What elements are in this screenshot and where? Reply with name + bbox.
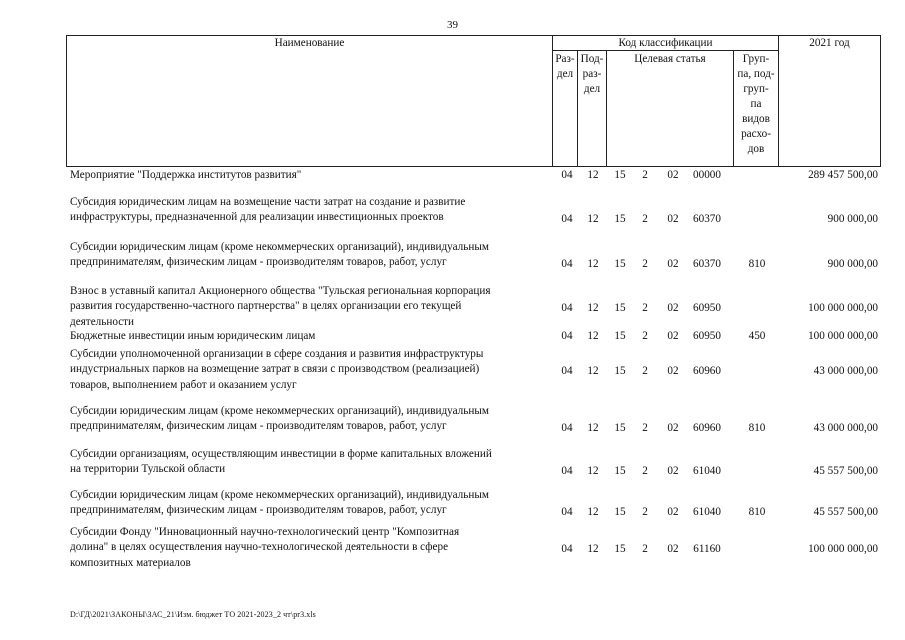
row-code-pr: 12 [587, 169, 599, 181]
row-code-pr: 12 [587, 302, 599, 315]
row-name-line: долина" в целях осуществления научно-технологической деятельности в сфере [70, 541, 449, 554]
header-podrazdel-line: раз- [582, 68, 602, 80]
row-name-line: деятельности [70, 315, 135, 328]
row-name [70, 329, 552, 344]
row-code-c4: 60960 [693, 422, 721, 435]
footer-file-path: D:\ГД\2021\ЗАКОНЫ\ЗАС_21\Изм. бюджет ТО 2021-2023_2 чт\pr3.xls [70, 610, 316, 619]
row-name-line: предпринимателям, физическим лицам - производителям товаров, работ, услуг [70, 420, 447, 433]
header-gruppa-line: груп- [743, 83, 769, 95]
row-name [70, 284, 552, 330]
row-name-line: товаров, выполнением работ и оказанием услуг [70, 378, 297, 391]
row-name [70, 404, 552, 435]
row-code-pr: 12 [587, 422, 599, 435]
row-code-c3: 02 [667, 330, 679, 342]
row-name-line: Субсидии Фонду "Инновационный научно-технологический центр "Композитная [70, 526, 460, 538]
row-code-rz: 04 [561, 543, 573, 556]
row-code-c3: 02 [667, 465, 679, 478]
row-code-pr: 12 [587, 506, 599, 519]
row-code-c3: 02 [667, 365, 679, 378]
row-name-line: Субсидии организациям, осуществляющим инвестиции в форме капитальных вложений [70, 448, 492, 460]
row-amount: 100 000 000,00 [808, 543, 878, 556]
row-amount: 900 000,00 [827, 258, 878, 271]
row-amount: 900 000,00 [827, 213, 878, 226]
row-code-c3: 02 [667, 169, 679, 181]
row-code-vr: 450 [748, 330, 766, 342]
header-gruppa-line: дов [747, 143, 765, 155]
row-name-line: инфраструктуры, предназначенной для реализации инвестиционных проектов [70, 211, 444, 224]
row-code-rz: 04 [561, 169, 573, 181]
row-code-c3: 02 [667, 258, 679, 271]
row-code-c3: 02 [667, 302, 679, 315]
row-code-c4: 60960 [693, 365, 721, 378]
row-code-vr: 810 [748, 506, 766, 519]
row-name-line: композитных материалов [70, 556, 191, 569]
header-gruppa-line: расхо- [741, 128, 771, 140]
row-name [70, 488, 552, 519]
row-name [70, 347, 552, 393]
row-amount: 45 557 500,00 [813, 506, 878, 519]
row-code-c1: 15 [614, 258, 626, 271]
row-amount: 45 557 500,00 [813, 465, 878, 478]
row-amount: 100 000 000,00 [808, 302, 878, 315]
row-code-c1: 15 [614, 302, 626, 315]
header-gruppa-line: видов [742, 113, 770, 125]
header-celevaya: Целевая статья [634, 53, 706, 65]
row-amount: 43 000 000,00 [813, 365, 878, 378]
row-code-c3: 02 [667, 213, 679, 226]
row-code-c4: 60950 [693, 330, 721, 342]
row-code-c4: 60370 [693, 213, 721, 226]
row-code-c2: 2 [642, 258, 648, 271]
row-code-pr: 12 [587, 365, 599, 378]
row-code-c1: 15 [614, 465, 626, 478]
row-code-pr: 12 [587, 213, 599, 226]
row-name-line: Мероприятие "Поддержка институтов развития" [70, 169, 302, 181]
row-code-c2: 2 [642, 169, 648, 181]
row-code-pr: 12 [587, 543, 599, 556]
row-code-c3: 02 [667, 543, 679, 556]
row-code-vr: 810 [748, 422, 766, 435]
row-code-rz: 04 [561, 302, 573, 315]
row-code-c3: 02 [667, 422, 679, 435]
row-name-line: индустриальных парков на возмещение затрат в связи с производством (реализацией) [70, 363, 480, 376]
row-code-c3: 02 [667, 506, 679, 519]
row-code-c2: 2 [642, 465, 648, 478]
row-name-line: Субсидии уполномоченной организации в сфере создания и развития инфраструктуры [70, 348, 484, 360]
row-code-c2: 2 [642, 302, 648, 315]
row-code-c1: 15 [614, 169, 626, 181]
row-name-line: на территории Тульской области [70, 463, 226, 476]
row-name-line: развития государственно-частного партнерства" в целях организации его текущей [70, 300, 462, 313]
row-code-c1: 15 [614, 422, 626, 435]
row-code-c1: 15 [614, 506, 626, 519]
header-gruppa-line: па, под- [737, 68, 775, 80]
row-name-line: Субсидии юридическим лицам (кроме некоммерческих организаций), индивидуальным [70, 405, 489, 417]
row-code-rz: 04 [561, 330, 573, 342]
row-code-c4: 60950 [693, 302, 721, 315]
row-code-c2: 2 [642, 543, 648, 556]
row-code-pr: 12 [587, 258, 599, 271]
header-code-group: Код классификации [618, 37, 713, 49]
header-razdel [553, 52, 577, 82]
row-amount: 43 000 000,00 [813, 422, 878, 435]
row-name-line: Субсидии юридическим лицам (кроме некоммерческих организаций), индивидуальным [70, 241, 489, 253]
row-code-c4: 60370 [693, 258, 721, 271]
row-code-rz: 04 [561, 213, 573, 226]
header-razdel-line: дел [556, 68, 574, 80]
header-razdel-line: Раз- [555, 53, 575, 65]
header-gruppa-line: Груп- [742, 53, 770, 65]
row-name [70, 168, 552, 183]
row-code-c1: 15 [614, 543, 626, 556]
row-code-c4: 61040 [693, 465, 721, 478]
page-number: 39 [447, 19, 458, 31]
row-code-pr: 12 [587, 330, 599, 342]
row-name [70, 240, 552, 271]
row-code-c2: 2 [642, 330, 648, 342]
header-gruppa [734, 52, 778, 157]
row-code-c4: 00000 [693, 169, 721, 181]
header-gruppa-line: па [750, 98, 762, 110]
row-code-rz: 04 [561, 258, 573, 271]
row-amount: 100 000 000,00 [808, 330, 878, 342]
row-name-line: предпринимателям, физическим лицам - производителям товаров, работ, услуг [70, 256, 447, 269]
row-code-c2: 2 [642, 365, 648, 378]
row-code-rz: 04 [561, 422, 573, 435]
row-name-line: Взнос в уставный капитал Акционерного общества "Тульская региональная корпорация [70, 285, 491, 297]
header-podrazdel [578, 52, 606, 97]
row-code-rz: 04 [561, 365, 573, 378]
row-code-c1: 15 [614, 330, 626, 342]
row-name-line: Субсидия юридическим лицам на возмещение части затрат на создание и развитие [70, 196, 466, 208]
row-code-c2: 2 [642, 506, 648, 519]
row-name-line: Субсидии юридическим лицам (кроме некоммерческих организаций), индивидуальным [70, 489, 489, 501]
row-code-vr: 810 [748, 258, 766, 271]
row-name [70, 195, 552, 226]
row-code-c2: 2 [642, 213, 648, 226]
row-name [70, 525, 552, 571]
row-name [70, 447, 552, 478]
row-code-pr: 12 [587, 465, 599, 478]
row-code-rz: 04 [561, 506, 573, 519]
row-name-line: предпринимателям, физическим лицам - производителям товаров, работ, услуг [70, 504, 447, 517]
row-name-line: Бюджетные инвестиции иным юридическим лицам [70, 330, 316, 342]
row-code-c4: 61160 [693, 543, 721, 556]
row-code-c4: 61040 [693, 506, 721, 519]
header-year: 2021 год [809, 37, 850, 49]
header-name: Наименование [274, 37, 345, 49]
row-code-rz: 04 [561, 465, 573, 478]
row-code-c1: 15 [614, 213, 626, 226]
row-code-c2: 2 [642, 422, 648, 435]
row-code-c1: 15 [614, 365, 626, 378]
header-podrazdel-line: дел [583, 83, 601, 95]
header-podrazdel-line: Под- [580, 53, 604, 65]
row-amount: 289 457 500,00 [808, 169, 878, 181]
